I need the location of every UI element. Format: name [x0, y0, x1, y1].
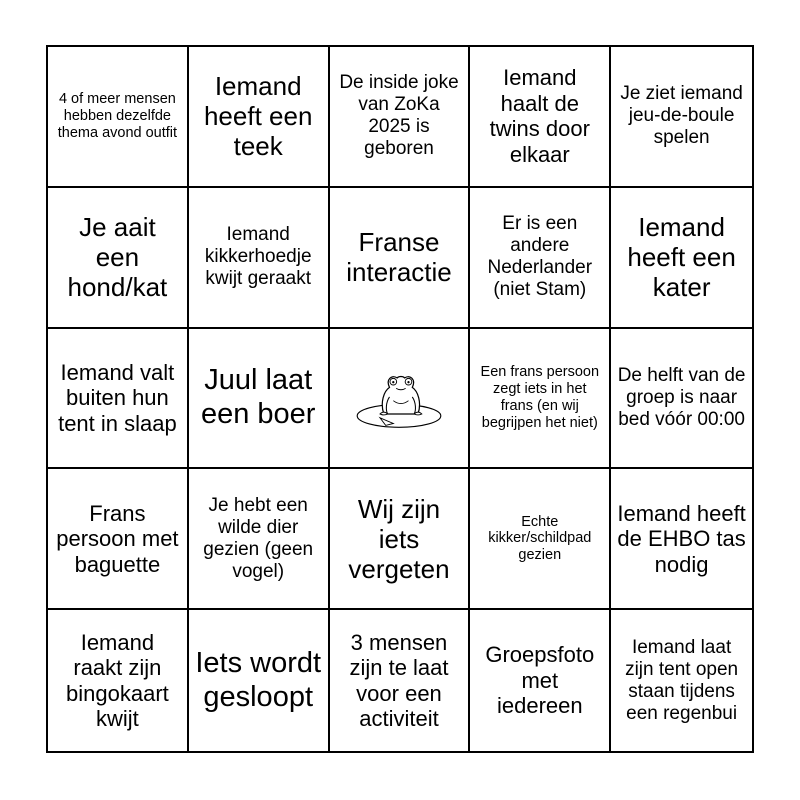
bingo-cell-text: Echte kikker/schildpad gezien: [488, 513, 592, 564]
bingo-cell[interactable]: [330, 469, 471, 610]
bingo-cell[interactable]: [189, 610, 330, 751]
bingo-cell-text: Wij zijn iets vergeten: [348, 493, 450, 584]
free-space-cell[interactable]: [330, 329, 471, 470]
bingo-cell[interactable]: [330, 610, 471, 751]
bingo-cell-text: Iemand kikkerhoedje kwijt geraakt: [204, 224, 312, 290]
bingo-cell[interactable]: [470, 610, 611, 751]
bingo-cell-text: 4 of meer mensen hebben dezelfde thema avond outfit: [57, 91, 178, 141]
bingo-cell[interactable]: [189, 188, 330, 329]
bingo-cell-text: Groepsfoto met iedereen: [485, 642, 595, 719]
bingo-cell-text: Er is een andere Nederlander (niet Stam): [487, 213, 593, 301]
bingo-cell[interactable]: [470, 329, 611, 470]
bingo-cell[interactable]: [330, 47, 471, 188]
bingo-cell[interactable]: [470, 469, 611, 610]
bingo-cell-text: Je aait een hond/kat: [67, 211, 168, 303]
bingo-cell-text: Iemand heeft een kater: [627, 211, 736, 303]
bingo-cell[interactable]: [611, 329, 752, 470]
bingo-cell[interactable]: [611, 188, 752, 329]
bingo-cell-text: Juul laat een boer: [200, 364, 316, 430]
bingo-cell-text: Frans persoon met baguette: [56, 500, 179, 577]
bingo-cell-text: Je ziet iemand jeu-de-boule spelen: [620, 83, 743, 149]
bingo-cell-text: Iemand heeft de EHBO tas nodig: [617, 500, 746, 577]
bingo-cell[interactable]: [611, 469, 752, 610]
bingo-cell-text: Iemand heeft een teek: [203, 71, 313, 162]
bingo-cell[interactable]: [611, 610, 752, 751]
bingo-cell[interactable]: [470, 47, 611, 188]
bingo-cell-text: De inside joke van ZoKa 2025 is geboren: [339, 72, 459, 160]
bingo-cell-text: Je hebt een wilde dier gezien (geen vogel): [203, 494, 314, 582]
bingo-cell[interactable]: [611, 47, 752, 188]
bingo-cell-text: De helft van de groep is naar bed vóór 00:00: [617, 364, 746, 430]
bingo-cell-text: Iemand haalt de twins door elkaar: [489, 65, 590, 167]
bingo-cell[interactable]: [189, 469, 330, 610]
bingo-cell[interactable]: [48, 47, 189, 188]
bingo-cell-text: Iemand valt buiten hun tent in slaap: [58, 359, 177, 436]
bingo-card: [46, 45, 754, 753]
bingo-cell[interactable]: [48, 188, 189, 329]
bingo-cell[interactable]: [189, 329, 330, 470]
frog-on-lily-pad-icon: [351, 357, 447, 439]
bingo-cell-text: Een frans persoon zegt iets in het frans (en wij begrijpen het niet): [480, 364, 600, 431]
bingo-cell[interactable]: [48, 329, 189, 470]
bingo-cell[interactable]: [48, 610, 189, 751]
bingo-cell-text: Iemand laat zijn tent open staan tijdens een regenbui: [625, 636, 739, 724]
bingo-cell[interactable]: [330, 188, 471, 329]
bingo-cell-text: Franse interactie: [346, 227, 452, 288]
bingo-cell[interactable]: [470, 188, 611, 329]
bingo-cell[interactable]: [189, 47, 330, 188]
bingo-cell-text: Iets wordt gesloopt: [195, 646, 322, 713]
bingo-cell[interactable]: [48, 469, 189, 610]
bingo-cell-text: Iemand raakt zijn bingokaart kwijt: [66, 629, 169, 732]
bingo-cell-text: 3 mensen zijn te laat voor een activiteit: [349, 629, 449, 732]
